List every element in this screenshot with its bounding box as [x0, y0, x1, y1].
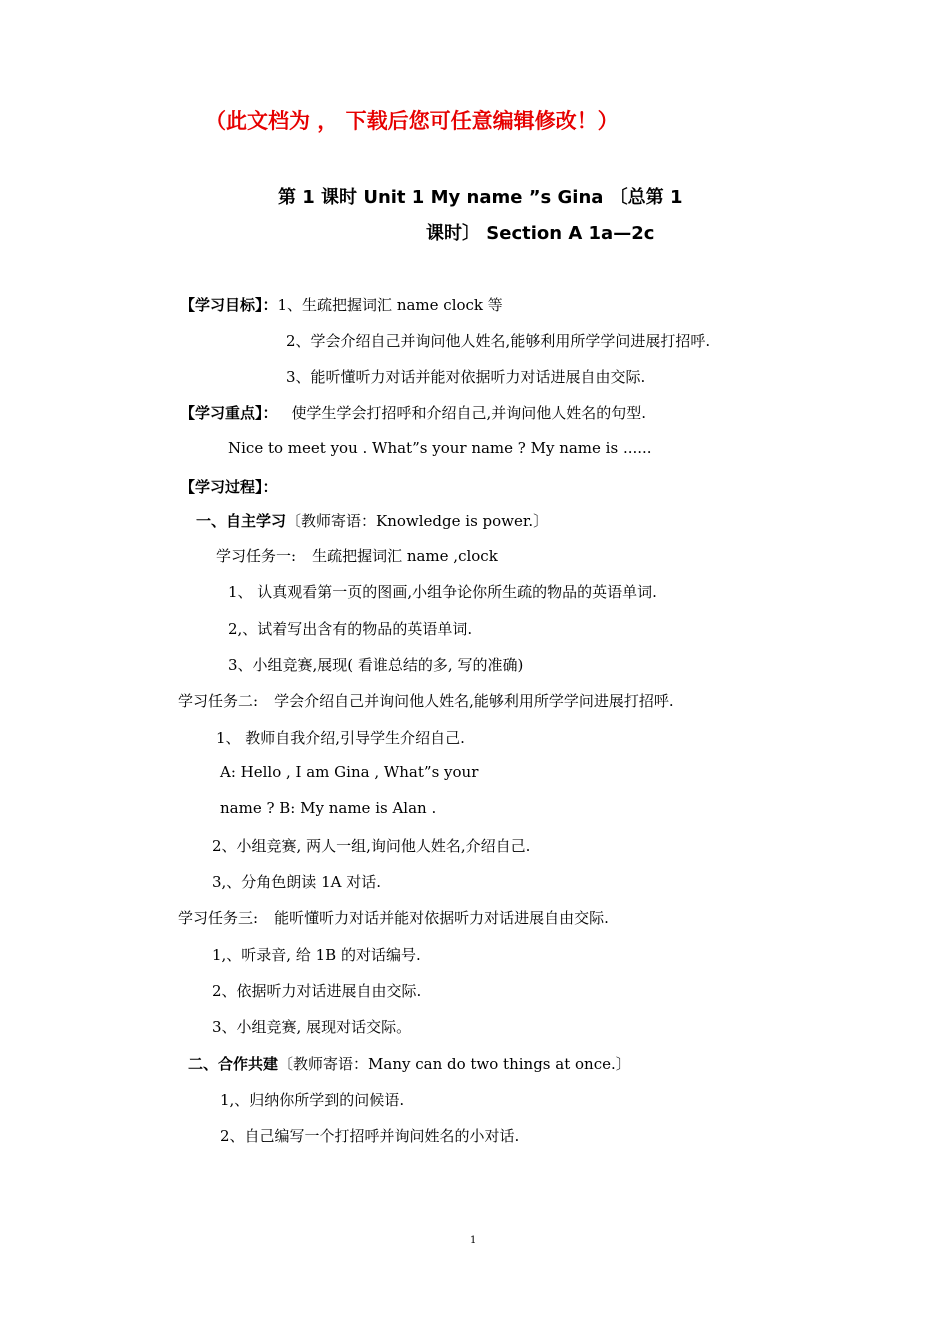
task2-row [178, 690, 674, 711]
task3-text: 能听懂听力对话并能对依据听力对话进展自由交际. [274, 909, 609, 927]
task1-label: 学习任务一: [216, 547, 297, 565]
key-points-label: 【学习重点】： [180, 404, 278, 422]
task1-text: 生疏把握词汇 name ,clock [312, 547, 498, 565]
task3-label: 学习任务三: [178, 909, 259, 927]
task2-item: 1、 教师自我介绍,引导学生介绍自己. [216, 729, 465, 747]
task2-label: 学习任务二: [178, 692, 259, 710]
key-points-example: Nice to meet you . What”s your name ? My name is ...... [228, 439, 652, 457]
key-points-row [180, 402, 646, 423]
lesson-title-line2: 课时〕 Section A 1a—2c [426, 223, 655, 244]
objective-item: 1、生疏把握词汇 name clock 等 [277, 296, 503, 314]
task3-item: 2、依据听力对话进展自由交际. [212, 982, 422, 1000]
part2-item: 2、自己编写一个打招呼并询问姓名的小对话. [220, 1127, 520, 1145]
part2-note: 〔教师寄语：Many can do two things at once.〕 [278, 1055, 631, 1073]
task2-item: 3,、分角色朗读 1A 对话. [212, 873, 381, 891]
task3-item: 3、小组竞赛, 展现对话交际。 [212, 1018, 412, 1036]
lesson-title-line1: 第 1 课时 Unit 1 My name ”s Gina 〔总第 1 [278, 187, 683, 208]
task3-row [178, 907, 609, 928]
objective-item: 3、能听懂听力对话并能对依据听力对话进展自由交际. [286, 368, 646, 386]
task2-text: 学会介绍自己并询问他人姓名,能够利用所学学问进展打招呼. [274, 692, 674, 710]
part1-heading: 一、自主学习 [196, 512, 287, 530]
key-points-text: 使学生学会打招呼和介绍自己,并询问他人姓名的句型. [291, 404, 647, 422]
part2-row [188, 1053, 631, 1074]
process-label: 【学习过程】： [180, 478, 278, 496]
task1-item: 3、小组竞赛,展现( 看谁总结的多, 写的准确) [228, 656, 524, 674]
part1-note: 〔教师寄语：Knowledge is power.〕 [286, 512, 549, 530]
task1-item: 1、 认真观看第一页的图画,小组争论你所生疏的物品的英语单词. [228, 583, 657, 601]
task2-item: 2、小组竞赛, 两人一组,询问他人姓名,介绍自己. [212, 837, 531, 855]
task1-item: 2,、试着写出含有的物品的英语单词. [228, 620, 473, 638]
task1-row [216, 545, 498, 566]
objective-item: 2、学会介绍自己并询问他人姓名,能够利用所学学问进展打招呼. [286, 332, 711, 350]
edit-notice: （此文档为 ， 下载后您可任意编辑修改！） [205, 109, 619, 133]
objectives-row [180, 294, 503, 315]
part2-heading: 二、合作共建 [188, 1055, 279, 1073]
objectives-label: 【学习目标】： [180, 296, 278, 314]
task2-item: A: Hello , I am Gina , What”s your [220, 763, 479, 781]
part2-item: 1,、归纳你所学到的问候语. [220, 1091, 405, 1109]
page-number: 1 [470, 1235, 477, 1246]
task2-item: name ? B: My name is Alan . [220, 799, 437, 817]
task3-item: 1,、听录音, 给 1B 的对话编号. [212, 946, 421, 964]
part1-row [196, 510, 548, 531]
